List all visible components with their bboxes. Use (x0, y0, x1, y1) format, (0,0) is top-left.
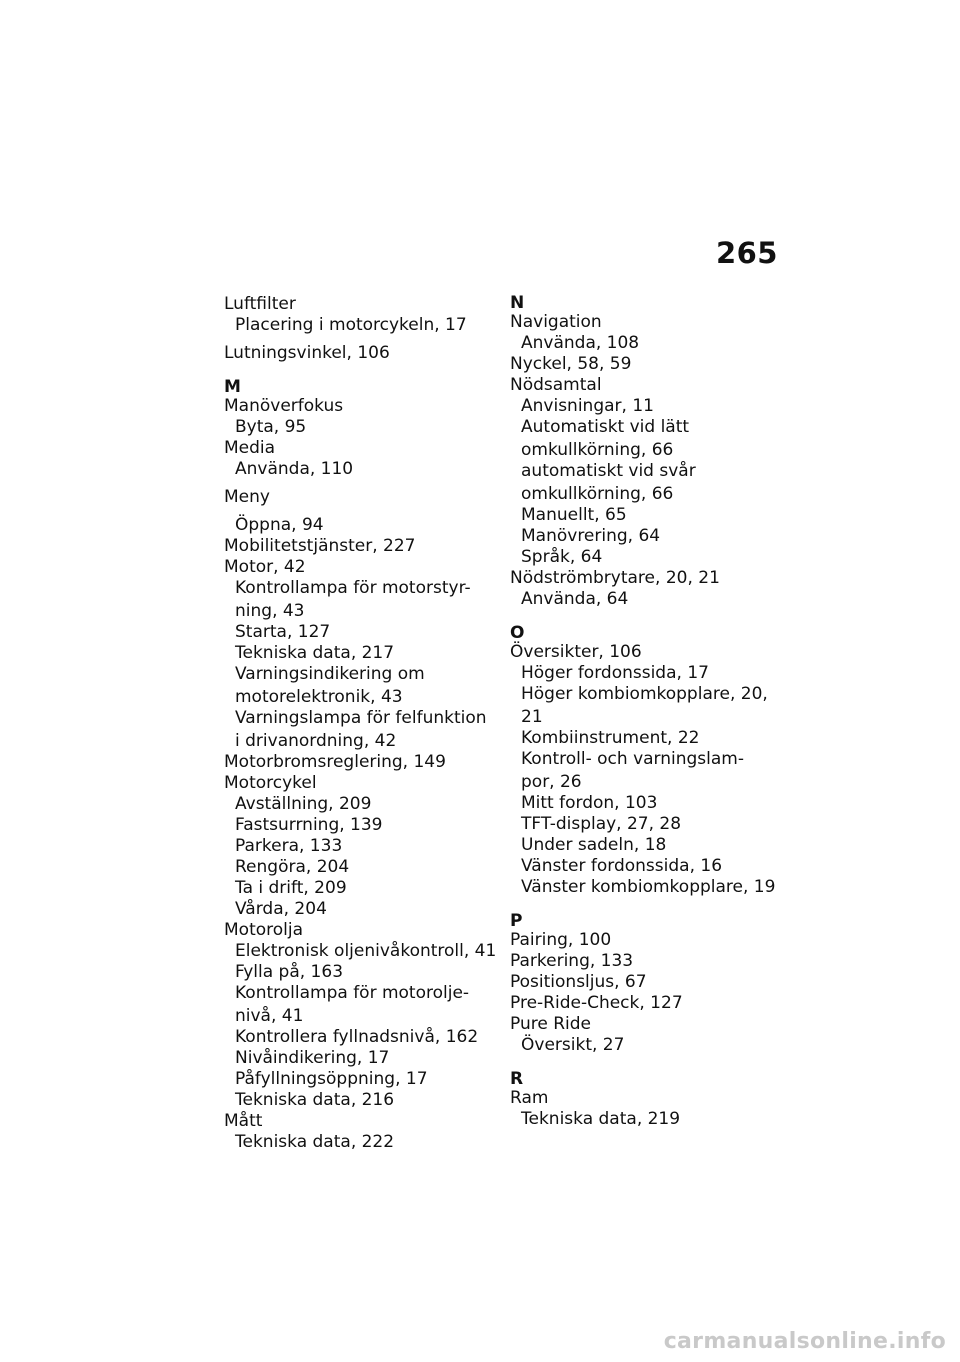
index-subentry: i drivanordning, 42 (235, 731, 397, 751)
index-subentry: Byta, 95 (235, 417, 307, 437)
index-entry: Lutningsvinkel, 106 (224, 343, 390, 363)
index-entry: Mått (224, 1111, 263, 1131)
index-subentry: Använda, 64 (521, 589, 629, 609)
index-subentry: Manuellt, 65 (521, 505, 627, 525)
index-subentry: Tekniska data, 222 (235, 1132, 395, 1152)
index-subentry: Använda, 108 (521, 333, 640, 353)
index-subentry: Fastsurrning, 139 (235, 815, 383, 835)
index-column-right (510, 294, 800, 1130)
index-subentry: automatiskt vid svår (521, 461, 696, 481)
index-entry: Meny (224, 487, 270, 507)
index-subentry: Automatiskt vid lätt (521, 417, 690, 437)
index-entry: Pure Ride (510, 1014, 591, 1034)
index-subentry: Nivåindikering, 17 (235, 1048, 390, 1068)
index-entry: Nödsamtal (510, 375, 602, 395)
index-subentry: por, 26 (521, 772, 582, 792)
index-letter-heading: R (510, 1069, 524, 1089)
index-subentry: Placering i motorcykeln, 17 (235, 315, 467, 335)
index-entry: Motorbromsreglering, 149 (224, 752, 446, 772)
index-entry: Översikter, 106 (510, 642, 642, 662)
index-subentry: Språk, 64 (521, 547, 603, 567)
index-subentry: Kontrollampa för motorstyr- (235, 578, 471, 598)
index-entry: Pre-Ride-Check, 127 (510, 993, 683, 1013)
index-letter-heading: M (224, 377, 241, 397)
index-subentry: Kombiinstrument, 22 (521, 728, 700, 748)
index-subentry: Parkera, 133 (235, 836, 343, 856)
index-subentry: omkullkörning, 66 (521, 440, 674, 460)
index-subentry: Tekniska data, 216 (235, 1090, 395, 1110)
index-letter-heading: P (510, 911, 523, 931)
page-number: 265 (715, 236, 778, 270)
index-subentry: nivå, 41 (235, 1006, 304, 1026)
index-subentry: motorelektronik, 43 (235, 687, 403, 707)
index-entry: Navigation (510, 312, 602, 332)
index-subentry: Påfyllningsöppning, 17 (235, 1069, 428, 1089)
index-subentry: Vänster kombiomkopplare, 19 (521, 877, 776, 897)
index-entry: Parkering, 133 (510, 951, 634, 971)
index-subentry: Kontroll- och varningslam- (521, 749, 744, 769)
index-subentry: Varningslampa för felfunktion (235, 708, 487, 728)
index-entry: Nödströmbrytare, 20, 21 (510, 568, 720, 588)
index-subentry: Kontrollera fyllnadsnivå, 162 (235, 1027, 479, 1047)
index-subentry: 21 (521, 707, 543, 727)
index-subentry: Ta i drift, 209 (235, 878, 347, 898)
index-subentry: Tekniska data, 219 (521, 1109, 681, 1129)
index-subentry: Under sadeln, 18 (521, 835, 667, 855)
index-subentry: Fylla på, 163 (235, 962, 344, 982)
index-subentry: Elektronisk oljenivåkontroll, 41 (235, 941, 497, 961)
index-entry: Mobilitetstjänster, 227 (224, 536, 416, 556)
index-entry: Motorolja (224, 920, 304, 940)
index-subentry: Vårda, 204 (235, 899, 327, 919)
index-subentry: Starta, 127 (235, 622, 331, 642)
index-subentry: omkullkörning, 66 (521, 484, 674, 504)
index-subentry: Kontrollampa för motorolje- (235, 983, 470, 1003)
watermark: carmanualsonline.info (663, 1329, 946, 1354)
index-entry: Luftfilter (224, 294, 296, 314)
index-letter-heading: N (510, 293, 525, 313)
index-entry: Nyckel, 58, 59 (510, 354, 632, 374)
index-subentry: Rengöra, 204 (235, 857, 350, 877)
index-entry: Manöverfokus (224, 396, 344, 416)
index-entry: Pairing, 100 (510, 930, 612, 950)
index-entry: Media (224, 438, 276, 458)
index-letter-heading: O (510, 623, 525, 643)
index-subentry: Höger kombiomkopplare, 20, (521, 684, 768, 704)
index-subentry: Avställning, 209 (235, 794, 372, 814)
index-entry: Positionsljus, 67 (510, 972, 647, 992)
index-column-left (224, 294, 504, 1153)
index-entry: Motorcykel (224, 773, 317, 793)
index-subentry: Öppna, 94 (235, 515, 324, 535)
index-subentry: ning, 43 (235, 601, 305, 621)
index-subentry: Vänster fordonssida, 16 (521, 856, 723, 876)
index-subentry: Manövrering, 64 (521, 526, 661, 546)
index-subentry: Använda, 110 (235, 459, 354, 479)
index-subentry: Tekniska data, 217 (235, 643, 395, 663)
index-subentry: TFT-display, 27, 28 (521, 814, 682, 834)
index-subentry: Mitt fordon, 103 (521, 793, 658, 813)
index-subentry: Höger fordonssida, 17 (521, 663, 709, 683)
index-subentry: Varningsindikering om (235, 664, 425, 684)
index-entry: Motor, 42 (224, 557, 306, 577)
index-subentry: Översikt, 27 (521, 1035, 625, 1055)
index-subentry: Anvisningar, 11 (521, 396, 654, 416)
index-entry: Ram (510, 1088, 549, 1108)
